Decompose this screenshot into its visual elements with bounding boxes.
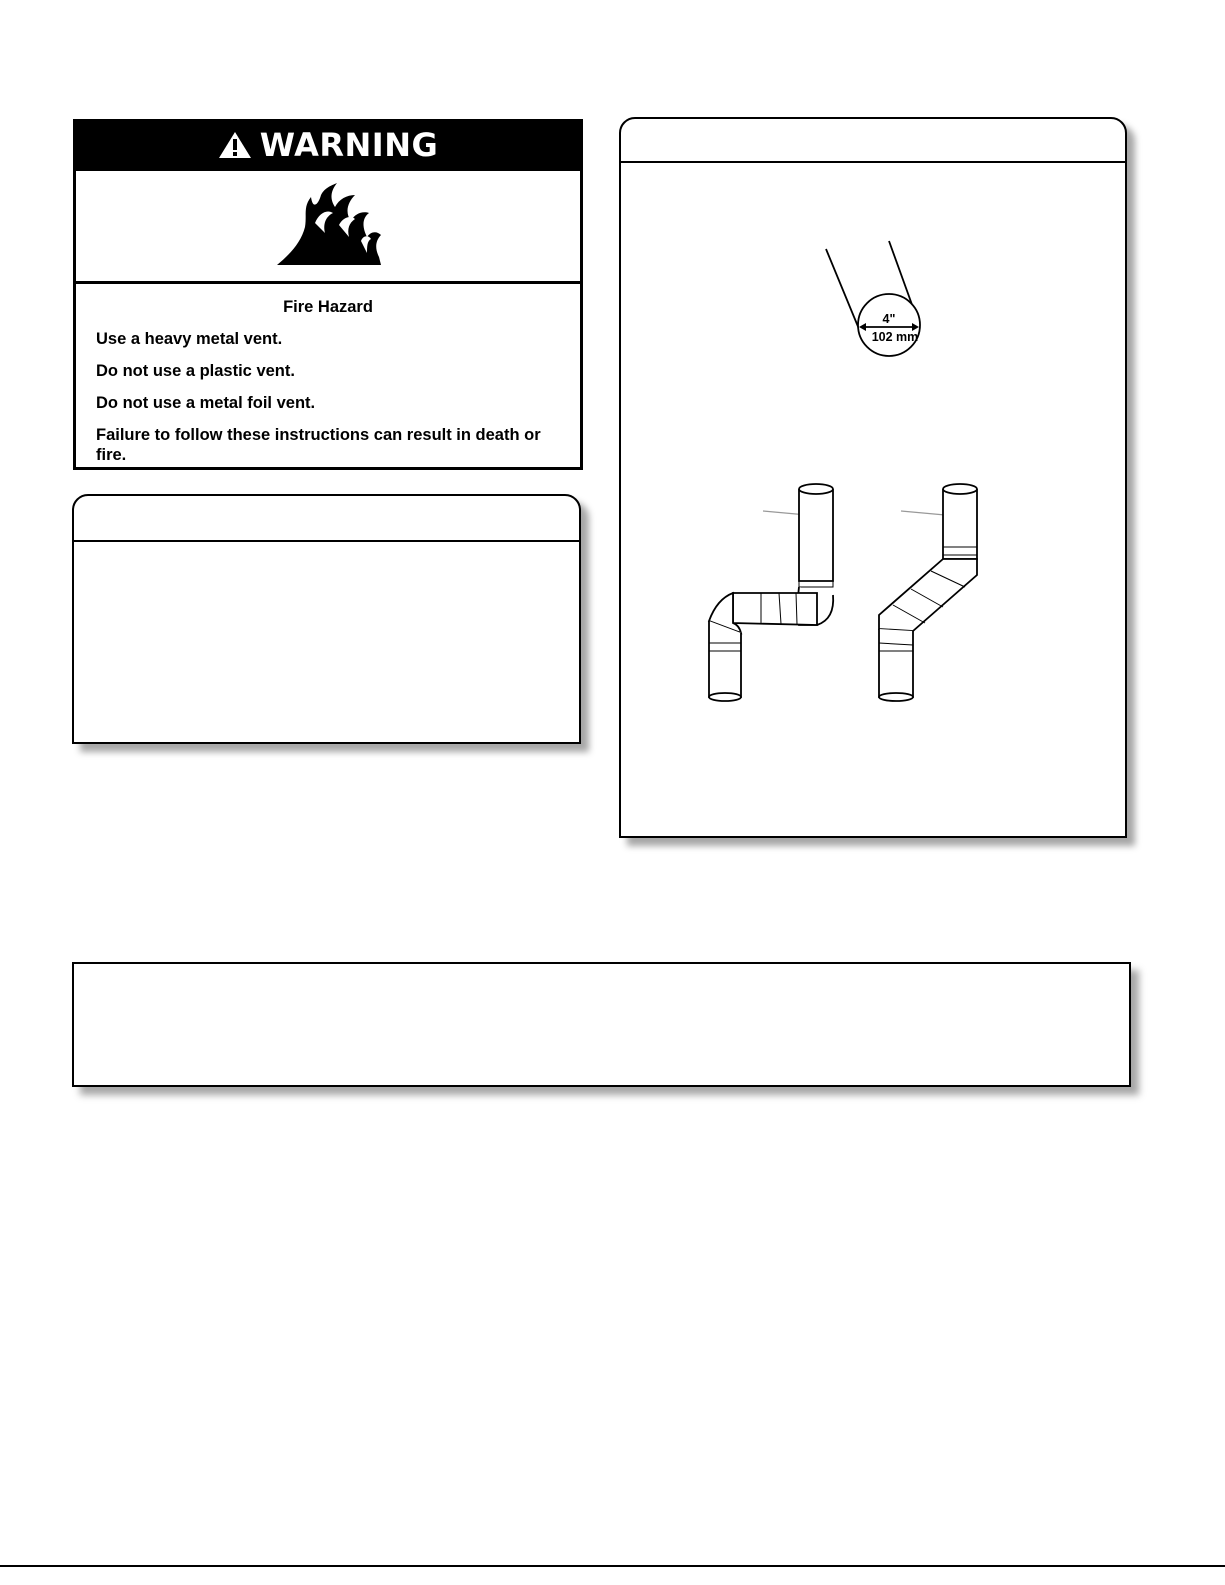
warning-hazard-title: Fire Hazard [283, 298, 373, 316]
warning-triangle-icon [218, 130, 252, 160]
warning-box [73, 119, 583, 470]
warning-body [76, 284, 580, 465]
elbow-vent-assembly [709, 484, 833, 701]
warning-title: WARNING [259, 126, 439, 164]
offset-vent-assembly [879, 484, 977, 701]
right-vent-panel [619, 117, 1127, 838]
warning-header [76, 122, 580, 171]
left-info-panel [72, 494, 581, 744]
left-panel-header [74, 496, 579, 542]
warning-line-3: Do not use a metal foil vent. [96, 394, 316, 412]
warning-illustration [76, 171, 580, 284]
warning-line-2: Do not use a plastic vent. [96, 362, 295, 380]
diameter-mm-label: 102 mm [871, 330, 919, 344]
warning-line-4: Failure to follow these instructions can result in death or fire. [96, 426, 541, 464]
page-bottom-rule [0, 1565, 1225, 1567]
warning-line-1: Use a heavy metal vent. [96, 330, 283, 348]
bottom-info-panel [72, 962, 1131, 1087]
diameter-inch-label: 4" [882, 312, 896, 326]
fire-hazard-icon [275, 183, 389, 267]
vent-diagram [621, 119, 1125, 836]
